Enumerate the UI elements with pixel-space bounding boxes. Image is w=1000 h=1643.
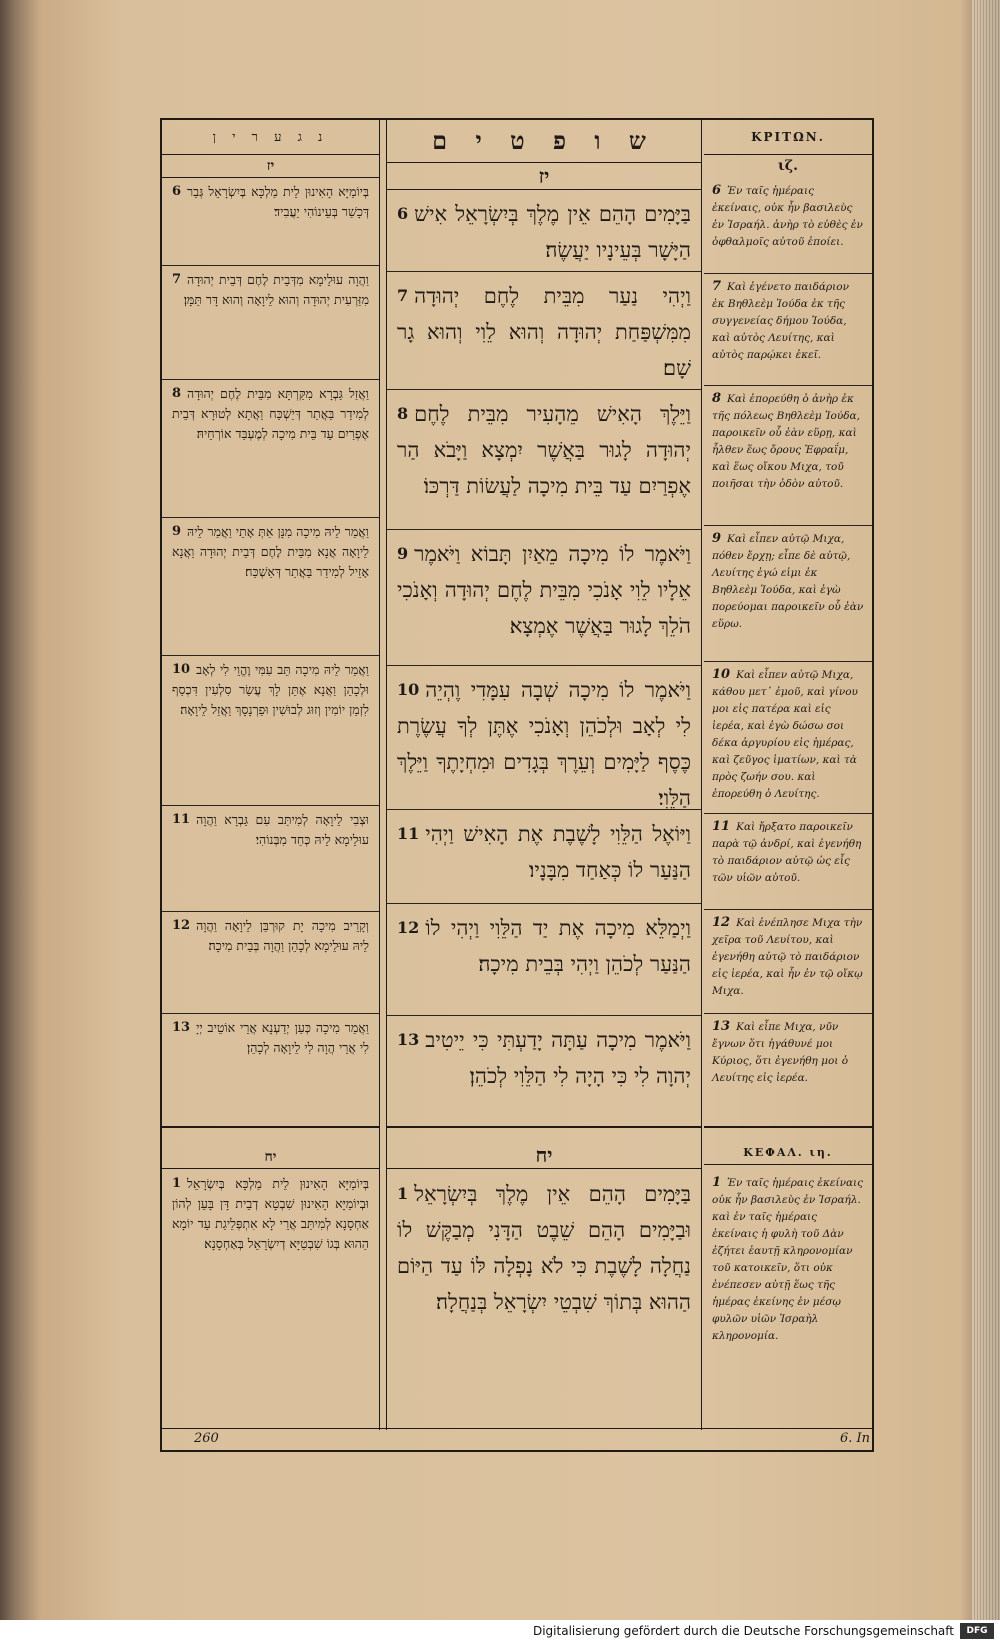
verse-number: 7 (397, 286, 409, 305)
aramaic-chapter-18-label: יח (162, 1146, 379, 1169)
greek-verse-18-1 (704, 1170, 872, 1370)
hebrew-verse-7 (387, 272, 701, 390)
verse-number: 7 (712, 279, 722, 294)
verse-number: 9 (172, 524, 182, 539)
page-edges (972, 0, 1000, 1620)
aramaic-verse-9 (162, 518, 379, 656)
verse-text: וַיֵּלֶךְ הָאִישׁ מֵהָעִיר מִבֵּית לֶחֶם יְהוּדָה לָגוּר בַּאֲשֶׁר יִמְצָא וַיָּבֹא הַר אֶפְרַיִם עַד בֵּית מִיכָה לַעֲשׂוֹת דַּרְכּוֹ׃ (397, 402, 691, 498)
verse-text: וַהֲוָה עוּלֵימָא מִדְּבֵית לֶחֶם דְּבֵית יְהוּדָה מִזַּרְעִית יְהוּדָה וְהוּא לֵיוָאָה וְהוּא דָּר תַּמָּן׃ (183, 272, 369, 307)
verse-text: וַיֹּאמֶר מִיכָה עַתָּה יָדַעְתִּי כִּי יֵיטִיב יְהוָה לִי כִּי הָיָה לִי הַלֵּוִי לְכֹהֵן׃ (425, 1028, 691, 1088)
verse-number: 9 (397, 544, 409, 563)
aramaic-verse-12 (162, 912, 379, 1014)
verse-number: 12 (397, 918, 420, 937)
verse-number: 10 (172, 662, 191, 677)
verse-text: וּצְבִי לֵיוָאָה לְמִיתַּב עִם גַּבְרָא וַהֲוָה עוּלֵימָא לֵיהּ כְּחַד מִבְּנוֹהִי׃ (196, 812, 369, 847)
verse-text: Καὶ ἐπορεύθη ὁ ἀνὴρ ἐκ τῆς πόλεως Βηθλεὲμ Ἰούδα, παροικεῖν οὗ ἐὰν εὕρῃ, καὶ ἦλθεν ἕως ὄρους Ἐφραΐμ, καὶ ἕως οἴκου Μιχα, τοῦ ποιῆσαι τὴν ὁδὸν αὐτοῦ. (712, 393, 860, 490)
verse-text: וַיּוֹאֶל הַלֵּוִי לָשֶׁבֶת אֶת הָאִישׁ וַיְהִי הַנַּעַר לוֹ כְּאַחַד מִבָּנָיו׃ (425, 822, 691, 882)
chapter-separator (704, 1126, 872, 1128)
hebrew-verse-11 (387, 810, 701, 904)
aramaic-verse-13 (162, 1014, 379, 1124)
dfg-logo: DFG (960, 1623, 994, 1639)
verse-text: וַאֲמַר לֵיהּ מִיכָה תֵּב עִמִּי וֶהֱוֵי לִי לְאָב וּלְכָהֵן וַאֲנָא אֶתֵּן לָךְ עֲשַׂר סִלְעִין דִּכְסַף לִזְמַן יוֹמִין וְזוּג לְבוּשִׁין וּפַרְנָסָךְ וַאֲזַל לֵיוָאָה׃ (172, 662, 369, 717)
verse-text: בַּיָּמִים הָהֵם אֵין מֶלֶךְ בְּיִשְׂרָאֵל אִישׁ הַיָּשָׁר בְּעֵינָיו יַעֲשֶׂה׃ (414, 202, 691, 262)
verse-number: 8 (712, 391, 722, 406)
verse-number: 13 (712, 1019, 731, 1034)
verse-text: וַיְמַלֵּא מִיכָה אֶת יַד הַלֵּוִי וַיְהִי לוֹ הַנַּעַר לְכֹהֵן וַיְהִי בְּבֵית מִיכָה׃ (425, 916, 691, 976)
hebrew-verse-18-1 (387, 1170, 701, 1420)
verse-text: בְּיוֹמַיָּא הָאִינוּן לֵית מַלְכָּא בְּיִשְׂרָאֵל גְּבַר דְּכָשַׁר בְּעֵינוֹהִי יַעֲבִיד׃ (187, 184, 369, 219)
verse-number: 12 (712, 915, 731, 930)
verse-text: Καὶ ἐνέπλησε Μιχα τὴν χεῖρα τοῦ Λευίτου, καὶ ἐγενήθη αὐτῷ τὸ παιδάριον εἰς ἱερέα, καὶ ἦν ἐν τῷ οἴκῳ Μιχα. (712, 917, 863, 997)
verse-text: Καὶ εἶπεν αὐτῷ Μιχα, πόθεν ἔρχῃ; εἶπε δὲ αὐτῷ, Λευίτης ἐγώ εἰμι ἐκ Βηθλεὲμ Ἰούδα, καὶ ἐγὼ πορεύομαι παροικεῖν οὗ ἐὰν εὕρω. (712, 533, 864, 630)
aramaic-column (162, 120, 380, 1430)
greek-verse-11 (704, 814, 872, 910)
verse-text: וַאֲמַר לֵיהּ מִיכָה מִנָּן אַתְּ אָתֵי וַאֲמַר לֵיהּ לֵיוָאָה אֲנָא מִבֵּית לֶחֶם דְּבֵית יְהוּדָה וַאֲנָא אָזֵיל לְמִידַר בַּאֲתַר דְּאַשְׁכַּח׃ (172, 524, 369, 579)
aramaic-verse-11 (162, 806, 379, 912)
text-frame (160, 118, 874, 1452)
hebrew-chapter-17-label: יז (387, 163, 701, 190)
verse-text: וַיְהִי נַעַר מִבֵּית לֶחֶם יְהוּדָה מִמִּשְׁפַּחַת יְהוּדָה וְהוּא לֵוִי וְהוּא גָר שָׁם׃ (397, 284, 691, 380)
aramaic-verse-7 (162, 266, 379, 380)
verse-number: 1 (172, 1176, 182, 1191)
verse-text: בְּיוֹמַיָּא הָאִינוּן לֵית מַלְכָּא בְּיִשְׂרָאֵל וּבְיוֹמַיָּא הָאִינוּן שִׁבְטָא דְבֵית דָּן בָּעֵן לְהוֹן אַחְסָנָא לְמִיתַּב אֲרֵי לָא אִתְפְּלֵיגַת עַד יוֹמָא הַהוּא בְּגוֹ שִׁבְטַיָּא דְיִשְׂרָאֵל בְּאַחְסָנָא׃ (172, 1176, 369, 1251)
verse-text: וְקָרֵיב מִיכָה יָת קוּרְבַּן לֵיוָאָה וַהֲוָה לֵיהּ עוּלֵימָא לְכָהֵן וַהֲוָה בְּבֵית מִיכָה׃ (196, 918, 369, 953)
greek-verse-6 (704, 178, 872, 274)
greek-chapter-18-label: ΚΕΦΑΛ. ιη. (704, 1142, 872, 1165)
verse-text: Καὶ εἶπε Μιχα, νῦν ἔγνων ὅτι ἠγάθυνέ μοι Κύριος, ὅτι ἐγενήθη μοι ὁ Λευίτης εἰς ἱερέα. (712, 1021, 849, 1084)
greek-verse-10 (704, 662, 872, 814)
aramaic-chapter-17-label: יז (162, 155, 379, 178)
verse-number: 8 (397, 404, 409, 423)
verse-text: Καὶ ἐγένετο παιδάριον ἐκ Βηθλεὲμ Ἰούδα ἐκ τῆς συγγενείας δήμου Ἰούδα, καὶ αὐτὸς Λευίτης, καὶ αὐτὸς παρῴκει ἐκεῖ. (712, 281, 849, 361)
greek-column (704, 120, 872, 1430)
verse-number: 1 (712, 1175, 722, 1190)
catchword: 6. In (839, 1431, 870, 1446)
verse-number: 6 (172, 184, 182, 199)
chapter-separator (387, 1126, 701, 1128)
hebrew-header: ש ו פ ט י ם (387, 120, 701, 163)
greek-verse-12 (704, 910, 872, 1014)
greek-verse-9 (704, 526, 872, 662)
hebrew-verse-8 (387, 390, 701, 530)
page-footer (160, 1428, 874, 1451)
verse-text: Ἐν ταῖς ἡμέραις ἐκείναις οὐκ ἦν βασιλεὺς ἐν Ἰσραήλ. καὶ ἐν ταῖς ἡμέραις ἐκείναις ἡ φυλὴ τοῦ Δὰν ἐζήτει ἑαυτῇ κληρονομίαν τοῦ κατοικεῖν, ὅτι οὐκ ἐνέπεσεν αὐτῇ ἕως τῆς ἡμέρας ἐκείνης ἐν μέσῳ φυλῶν υἱῶν Ἰσραὴλ κληρονομία. (712, 1177, 864, 1342)
verse-number: 6 (397, 204, 409, 223)
verse-number: 12 (172, 918, 191, 933)
hebrew-verse-6 (387, 190, 701, 272)
verse-number: 11 (712, 819, 731, 834)
page-number: 260 (194, 1431, 219, 1446)
greek-verse-8 (704, 386, 872, 526)
hebrew-column (386, 120, 702, 1430)
verse-number: 6 (712, 183, 722, 198)
verse-number: 1 (397, 1184, 409, 1203)
hebrew-verse-13 (387, 1016, 701, 1126)
verse-text: וַאֲמַר מִיכָה כְּעַן יְדַעְנָא אֲרֵי אוֹטֵיב יְיָ לִי אֲרֵי הֲוָה לִי לֵיוָאָה לְכָהֵן׃ (196, 1020, 369, 1055)
aramaic-verse-10 (162, 656, 379, 806)
verse-number: 9 (712, 531, 722, 546)
verse-number: 11 (172, 812, 191, 827)
verse-text: Καὶ εἶπεν αὐτῷ Μιχα, κάθου μετ᾽ ἐμοῦ, καὶ γίνου μοι εἰς πατέρα καὶ εἰς ἱερέα, καὶ ἐγὼ δώσω σοι δέκα ἀργυρίου εἰς ἡμέρας, καὶ ζεῦγος ἱματίων, καὶ τὰ πρὸς ζωήν σου. καὶ ἐπορεύθη ὁ Λευίτης. (712, 669, 858, 800)
verse-number: 11 (397, 824, 420, 843)
aramaic-verse-18-1 (162, 1170, 379, 1418)
verse-number: 8 (172, 386, 182, 401)
greek-verse-13 (704, 1014, 872, 1126)
digitization-credit: Digitalisierung gefördert durch die Deutsche Forschungsgemeinschaft (0, 1620, 1000, 1643)
hebrew-verse-9 (387, 530, 701, 666)
verse-text: וַיֹּאמֶר לוֹ מִיכָה שְׁבָה עִמָּדִי וֶהְיֵה לִי לְאָב וּלְכֹהֵן וְאָנֹכִי אֶתֶּן לְךָ עֲשֶׂרֶת כֶּסֶף לַיָּמִים וְעֵרֶךְ בְּגָדִים וּמִחְיָתֶךָ וַיֵּלֶךְ הַלֵּוִי׃ (397, 678, 691, 810)
greek-chapter-17-label: ιζ. (778, 158, 798, 174)
verse-number: 10 (397, 680, 420, 699)
verse-text: Καὶ ἤρξατο παροικεῖν παρὰ τῷ ἀνδρί, καὶ ἐγενήθη τὸ παιδάριον αὐτῷ ὡς εἷς τῶν υἱῶν αὐτοῦ. (712, 821, 862, 884)
verse-text: Ἐν ταῖς ἡμέραις ἐκείναις, οὐκ ἦν βασιλεὺς ἐν Ἰσραήλ. ἀνὴρ τὸ εὐθὲς ἐν ὀφθαλμοῖς αὐτοῦ ἐποίει. (712, 185, 863, 248)
verse-text: וַיֹּאמֶר לוֹ מִיכָה מֵאַיִן תָּבוֹא וַיֹּאמֶר אֵלָיו לֵוִי אָנֹכִי מִבֵּית לֶחֶם יְהוּדָה וְאָנֹכִי הֹלֵךְ לָגוּר בַּאֲשֶׁר אֶמְצָא׃ (397, 542, 691, 638)
verse-text: בַּיָּמִים הָהֵם אֵין מֶלֶךְ בְּיִשְׂרָאֵל וּבַיָּמִים הָהֵם שֵׁבֶט הַדָּנִי מְבַקֶּשׁ לוֹ נַחֲלָה לָשֶׁבֶת כִּי לֹא נָפְלָה לּוֹ עַד הַיּוֹם הַהוּא בְּתוֹךְ שִׁבְטֵי יִשְׂרָאֵל בְּנַחֲלָה׃ (397, 1182, 691, 1314)
greek-header: ΚΡΙΤΩΝ. (704, 120, 872, 155)
hebrew-verse-10 (387, 666, 701, 810)
verse-number: 7 (172, 272, 182, 287)
verse-number: 10 (712, 667, 731, 682)
verse-number: 13 (397, 1030, 420, 1049)
chapter-separator (162, 1126, 379, 1128)
aramaic-header: נ ג ע ר י ן (162, 120, 379, 155)
hebrew-chapter-18-label: יח (387, 1142, 701, 1169)
aramaic-verse-8 (162, 380, 379, 518)
greek-verse-7 (704, 274, 872, 386)
verse-number: 13 (172, 1020, 191, 1035)
verse-text: וַאֲזַל גַּבְרָא מִקַּרְתָּא מִבֵּית לֶחֶם יְהוּדָה לְמִידַר בַּאֲתַר דְּיַשְׁכַּח וַאֲתָא לְטוּרָא דְּבֵית אֶפְרַיִם עַד בֵּית מִיכָה לְמֶעְבַּד אוֹרְחֵיהּ׃ (172, 386, 369, 441)
aramaic-verse-6 (162, 178, 379, 266)
hebrew-verse-12 (387, 904, 701, 1016)
